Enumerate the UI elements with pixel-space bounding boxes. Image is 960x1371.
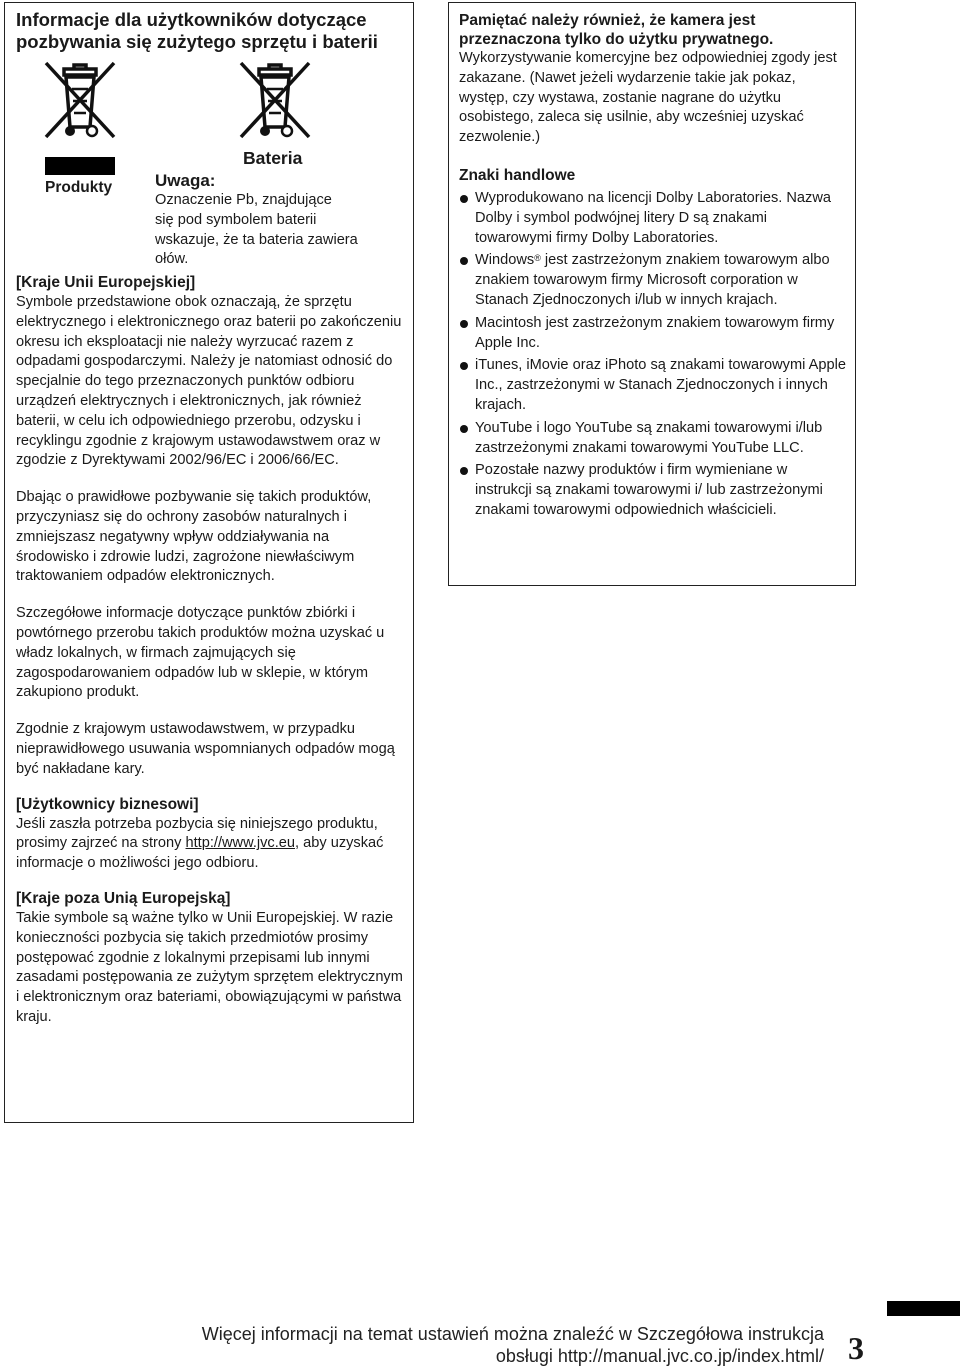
details-paragraph: Szczegółowe informacje dotyczące punktów zbiórki i powtórnego przerobu takich produktów można uzyskać u władz lokalnych, w firmach zajmujących się zagospodarowaniem odpadów lub w sklepie, w którym zakupiono produkt. bbox=[16, 605, 385, 701]
products-label: Produkty bbox=[45, 179, 113, 196]
disposal-title: Informacje dla użytkowników dotyczące pozbywania się zużytego sprzętu i baterii bbox=[16, 9, 378, 52]
battery-label: Bateria bbox=[243, 148, 303, 168]
eu-heading: [Kraje Unii Europejskiej] bbox=[16, 274, 196, 291]
disposal-info-box bbox=[4, 2, 414, 1123]
bullet-icon bbox=[460, 195, 468, 203]
footer-manual-reference: Więcej informacji na temat ustawień można znaleźć w Szczegółowa instrukcja obsługi http://manual.jvc.co.jp/index.html/ bbox=[201, 1324, 824, 1366]
crossed-bin-icon-battery bbox=[237, 57, 313, 143]
bullet-icon bbox=[460, 425, 468, 433]
bullet-icon bbox=[460, 257, 468, 265]
list-item: YouTube i logo YouTube są znakami towarowymi i/lub zastrzeżonymi znakami towarowymi YouTube LLC. bbox=[459, 419, 847, 459]
jvc-website-link[interactable]: http://www.jvc.eu bbox=[185, 835, 296, 852]
business-paragraph: Jeśli zaszła potrzeba pozbycia się niniejszego produktu, prosimy zajrzeć na strony http://www.jvc.eu, aby uzyskać informacje o możliwości jego odbioru. bbox=[16, 815, 384, 872]
battery-note: Uwaga: Oznaczenie Pb, znajdujące się pod symbolem baterii wskazuje, że ta bateria zawiera ołów. bbox=[155, 171, 358, 268]
business-heading: [Użytkownicy biznesowi] bbox=[16, 795, 199, 813]
list-item: Macintosh jest zastrzeżonym znakiem towarowym firmy Apple Inc. bbox=[459, 314, 847, 354]
bullet-icon bbox=[460, 320, 468, 328]
private-use-heading: Pamiętać należy również, że kamera jest przeznaczona tylko do użytku prywatnego. bbox=[459, 12, 774, 48]
benefit-paragraph: Dbając o prawidłowe pozbywanie się takich produktów, przyczyniasz się do ochrony zasobów naturalnych i zmniejszasz negatywny wpływ oddziaływania na środowisko i zdrowie ludzi, zagrożone niewłaściwym traktowaniem odpadów elektronicznych. bbox=[16, 489, 372, 585]
non-eu-heading: [Kraje poza Unią Europejską] bbox=[16, 889, 231, 907]
crossed-bin-icon-products bbox=[42, 57, 118, 143]
usage-section bbox=[459, 11, 847, 524]
bullet-icon bbox=[460, 467, 468, 475]
corner-black-bar bbox=[887, 1301, 960, 1316]
trademarks-list bbox=[459, 189, 847, 521]
products-black-bar bbox=[45, 157, 115, 175]
list-item: Windows® jest zastrzeżonym znakiem towarowym albo znakiem towarowym firmy Microsoft corporation w Stanach Zjednoczonych i/lub w innych krajach. bbox=[459, 251, 847, 310]
penalties-paragraph: Zgodnie z krajowym ustawodawstwem, w przypadku nieprawidłowego usuwania wspomnianych odpadów mogą być nakładane kary. bbox=[16, 721, 395, 777]
page-number: 3 bbox=[848, 1330, 864, 1366]
private-use-paragraph: Wykorzystywanie komercyjne bez odpowiedniej zgody jest zakazane. (Nawet jeżeli wydarzenie takie jak pokaz, występ, czy wystawa, zostanie nagrane do użytku osobistego, zaleca się usilnie, aby wcześniej uzyskać zezwolenie.) bbox=[459, 50, 837, 146]
bullet-icon bbox=[460, 362, 468, 370]
non-eu-paragraph: Takie symbole są ważne tylko w Unii Europejskiej. W razie konieczności pozbycia się takich przedmiotów prosimy postępować zgodnie z lokalnymi przepisami lub innymi zasadami postępowania ze zużytym sprzętem elektrycznym i elektronicznym oraz bateriami, obowiązującymi w państwa kraju. bbox=[16, 909, 403, 1025]
eu-paragraph: Symbole przedstawione obok oznaczają, że sprzętu elektrycznego i elektronicznego oraz baterii po zakończeniu okresu ich eksploatacji nie należy wyrzucać razem z odpadami gospodarczymi. Należy je natomiast odnosić do specjalnie do tego przeznaczonych punktów odbioru urządzeń elektrycznych i elektronicznych, jak również baterii, w celu ich odpowiedniego przerobu, odzysku i recyklingu zgodnie z krajowym ustawodawstwem oraz w zgodzie z Dyrektywami 2002/96/EC i 2006/66/EC. bbox=[16, 294, 402, 469]
disposal-body bbox=[16, 273, 405, 1028]
usage-trademarks-box bbox=[448, 2, 856, 586]
list-item: Pozostałe nazwy produktów i firm wymieniane w instrukcji są znakami towarowymi i/ lub zastrzeżonymi znakami towarowymi odpowiednich właścicieli. bbox=[459, 461, 847, 520]
trademarks-heading: Znaki handlowe bbox=[459, 166, 576, 184]
registered-mark: ® bbox=[534, 253, 541, 264]
list-item: iTunes, iMovie oraz iPhoto są znakami towarowymi Apple Inc., zastrzeżonymi w Stanach Zjednoczonych i innych krajach. bbox=[459, 356, 847, 415]
list-item: Wyprodukowano na licencji Dolby Laboratories. Nazwa Dolby i symbol podwójnej litery D są znakami towarowymi firmy Dolby Laboratories. bbox=[459, 189, 847, 248]
